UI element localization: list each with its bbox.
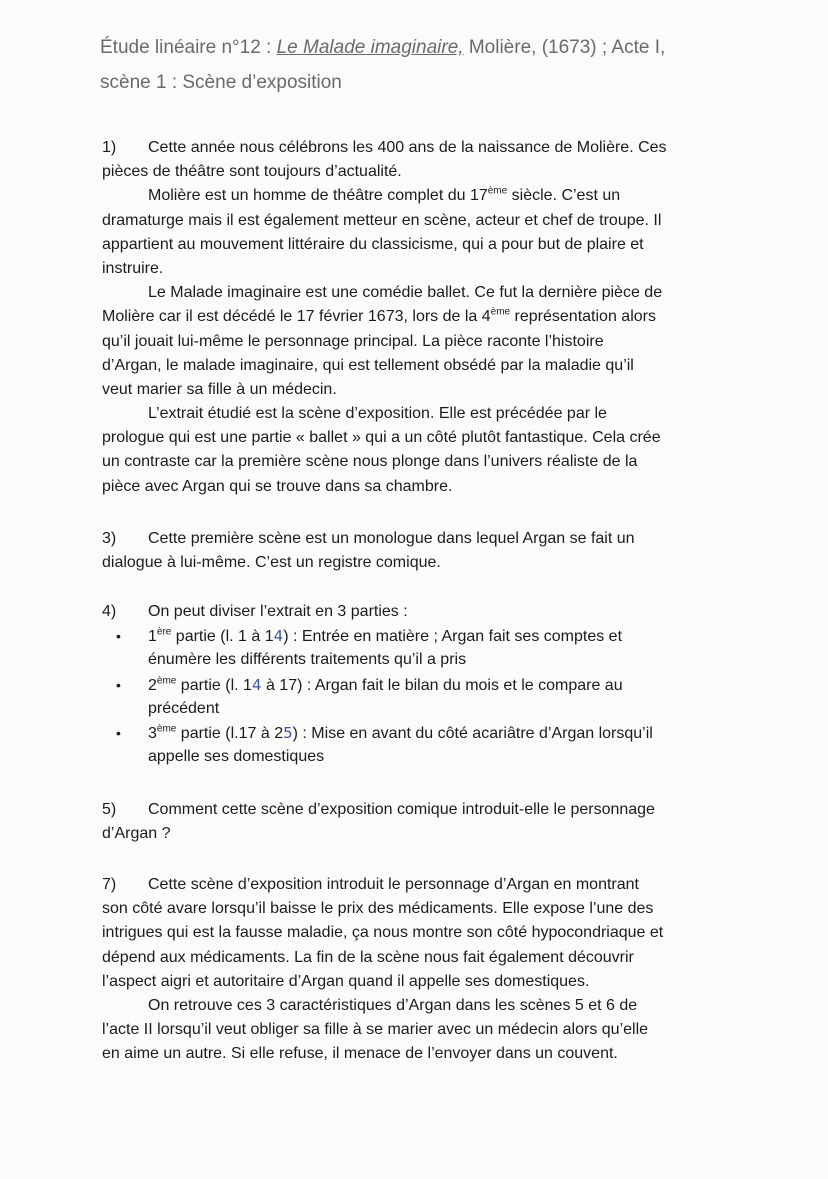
text-run: Le Malade imaginaire est une comédie ballet. Ce fut la dernière pièce de <box>148 284 663 302</box>
text-run: dialogue à lui-même. C’est un registre comique. <box>102 554 441 572</box>
text-line <box>102 184 742 208</box>
text-run: appelle ses domestiques <box>148 748 325 766</box>
text-line <box>102 233 742 257</box>
text-run: Molière car il est décédé le 17 février 1673, lors de la 4 <box>102 308 491 326</box>
section-5 <box>102 798 742 846</box>
text-run: l’acte II lorsqu’il veut obliger sa fille à se marier avec un médecin alors qu’elle <box>102 1021 649 1039</box>
superscript: ème <box>490 306 511 318</box>
text-line <box>102 1042 742 1066</box>
text-line <box>102 822 742 846</box>
handwritten-digit: 4 <box>273 627 284 646</box>
bullet-icon: • <box>116 724 121 741</box>
text-run: veut marier sa fille à un médecin. <box>102 380 337 398</box>
text-line <box>102 873 742 897</box>
text-run: à 17) : Argan fait le bilan du mois et le compare au <box>261 676 623 694</box>
text-line <box>102 330 742 354</box>
bullet-icon: • <box>116 676 121 693</box>
text-run: énumère les différents traitements qu’il a pris <box>148 651 467 669</box>
text-run: pièce avec Argan qui se trouve dans sa chambre. <box>102 477 453 495</box>
text-line <box>102 600 742 624</box>
text-run: On peut diviser l’extrait en 3 parties : <box>148 603 408 620</box>
text-line <box>102 209 742 233</box>
text-run: d’Argan, le malade imaginaire, qui est tellement obsédé par la maladie qu’il <box>102 356 634 374</box>
text-line <box>102 673 742 697</box>
bullet-icon: • <box>116 628 121 645</box>
title-line-1: Étude linéaire n°12 : Le Malade imaginaire, Molière, (1673) ; Acte I, <box>100 37 666 58</box>
text-run: prologue qui est une partie « ballet » qui a un côté plutôt fantastique. Cela crée <box>102 429 661 447</box>
handwritten-digit: 5 <box>283 723 293 742</box>
section-4 <box>102 600 742 769</box>
superscript: ère <box>156 626 172 638</box>
superscript: ème <box>487 186 508 198</box>
text-run: Cette première scène est un monologue dans lequel Argan se fait un <box>148 530 635 547</box>
section-3 <box>102 527 742 575</box>
text-line <box>102 798 742 822</box>
section-number: 3) <box>102 530 117 547</box>
text-line <box>102 721 742 745</box>
superscript: ème <box>156 723 177 735</box>
section-number: 4) <box>102 603 117 620</box>
section-7 <box>102 873 742 1067</box>
text-run: intrigues qui est la fausse maladie, ça nous montre son côté hypocondriaque et <box>102 924 664 942</box>
text-line <box>102 897 742 921</box>
text-run: un contraste car la première scène nous plonge dans l’univers réaliste de la <box>102 453 638 471</box>
text-line <box>102 745 742 769</box>
work-title: Le Malade imaginaire, <box>276 37 464 58</box>
text-run: 1 <box>148 628 157 646</box>
text-run: appartient au mouvement littéraire du classicisme, qui a pour but de plaire et <box>102 235 644 253</box>
text-run: pièces de théâtre sont toujours d’actualité. <box>102 163 402 181</box>
section-1 <box>102 136 742 499</box>
text-run: ) : Mise en avant du côté acariâtre d’Argan lorsqu’il <box>292 724 653 742</box>
text-run: partie (l. 1 à 1 <box>171 628 274 646</box>
section-number: 7) <box>102 876 117 893</box>
text-run: 2 <box>148 676 157 694</box>
text-run: Cette scène d’exposition introduit le personnage d’Argan en montrant <box>148 876 639 893</box>
text-line <box>102 1018 742 1042</box>
text-line <box>102 970 742 994</box>
text-line <box>102 946 742 970</box>
superscript: ème <box>156 675 177 687</box>
text-line <box>102 281 742 305</box>
text-line <box>102 450 742 474</box>
text-line <box>102 527 742 551</box>
title-line-2: scène 1 : Scène d’exposition <box>100 72 342 93</box>
text-line <box>102 354 742 378</box>
text-line <box>102 624 742 648</box>
document-title <box>100 30 665 100</box>
text-run: dramaturge mais il est également metteur en scène, acteur et chef de troupe. Il <box>102 211 662 229</box>
text-line <box>102 475 742 499</box>
text-line <box>102 160 742 184</box>
text-run: représentation alors <box>510 308 656 326</box>
text-run: qu’il jouait lui-même le personnage principal. La pièce raconte l’histoire <box>102 332 604 350</box>
text-run: On retrouve ces 3 caractéristiques d’Argan dans les scènes 5 et 6 de <box>148 996 638 1014</box>
text-line <box>102 257 742 281</box>
text-run: précédent <box>148 699 220 717</box>
text-line <box>102 426 742 450</box>
text-line <box>102 994 742 1018</box>
text-run: dépend aux médicaments. La fin de la scène nous fait également découvrir <box>102 948 634 966</box>
text-run: L’extrait étudié est la scène d’exposition. Elle est précédée par le <box>148 405 607 423</box>
text-run: instruire. <box>102 259 164 277</box>
text-line <box>102 305 742 329</box>
text-run: son côté avare lorsqu’il baisse le prix des médicaments. Elle expose l’une des <box>102 900 654 918</box>
handwritten-digit: 4 <box>251 675 262 694</box>
text-run: Molière est un homme de théâtre complet du 17 <box>148 187 488 205</box>
text-run: 3 <box>148 724 157 742</box>
text-line <box>102 378 742 402</box>
section-number: 1) <box>102 139 117 156</box>
text-run: l’aspect aigri et autoritaire d’Argan quand il appelle ses domestiques. <box>102 972 590 990</box>
text-run: partie (l. 1 <box>176 676 252 694</box>
text-run: Comment cette scène d’exposition comique introduit-elle le personnage <box>148 801 655 818</box>
text-line <box>102 551 742 575</box>
text-run: d’Argan ? <box>102 825 171 843</box>
text-line <box>102 648 742 672</box>
text-run: siècle. C’est un <box>507 187 621 205</box>
text-run: en aime un autre. Si elle refuse, il menace de l’envoyer dans un couvent. <box>102 1045 618 1063</box>
text-line <box>102 697 742 721</box>
text-line <box>102 136 742 160</box>
text-run: Cette année nous célébrons les 400 ans de la naissance de Molière. Ces <box>148 139 667 156</box>
text-line <box>102 921 742 945</box>
section-number: 5) <box>102 801 117 818</box>
text-line <box>102 402 742 426</box>
text-run: partie (l.17 à 2 <box>176 724 284 742</box>
text-run: ) : Entrée en matière ; Argan fait ses comptes et <box>283 628 623 646</box>
